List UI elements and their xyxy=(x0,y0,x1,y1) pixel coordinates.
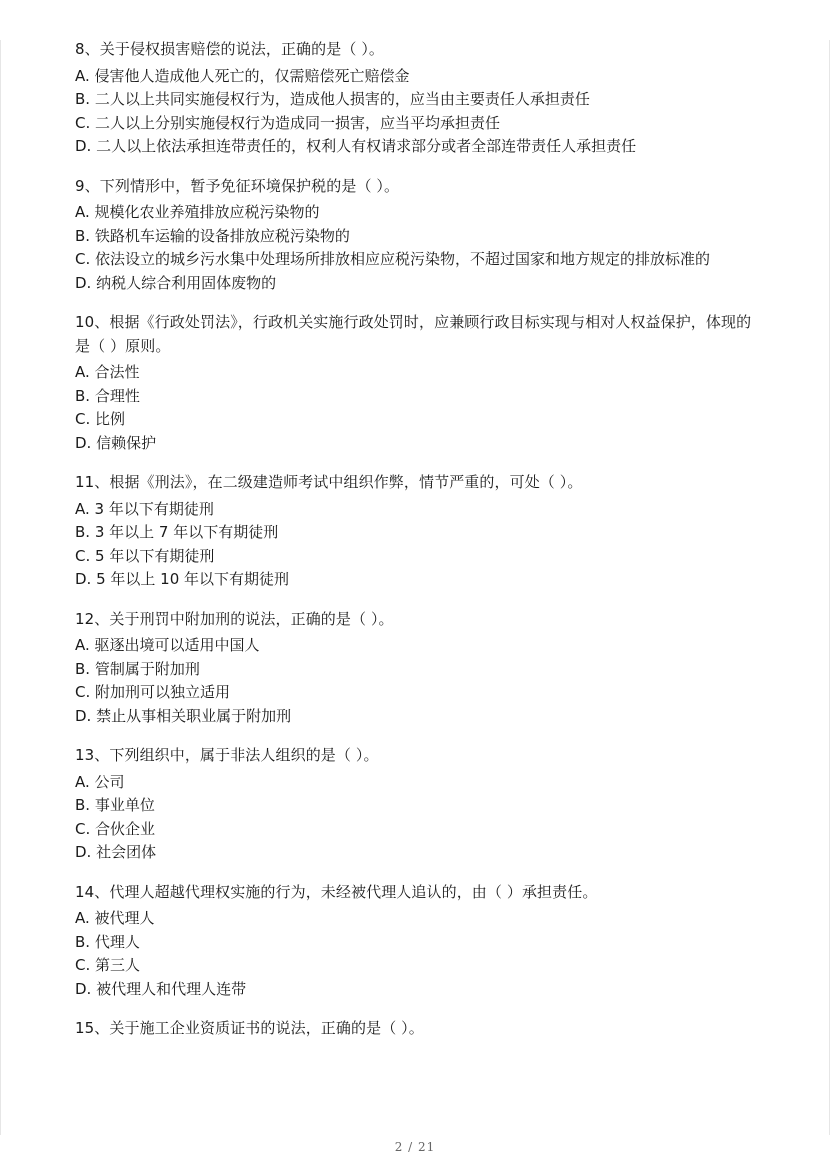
question-stem: 8、关于侵权损害赔偿的说法，正确的是（ ）。 xyxy=(75,40,385,58)
page-number: 2 / 21 xyxy=(394,1140,436,1154)
option-c: C. 5 年以下有期徒刑 xyxy=(75,546,215,565)
question-stem: 13、下列组织中，属于非法人组织的是（ ）。 xyxy=(75,746,379,764)
question-15 xyxy=(75,1017,760,1041)
question-9 xyxy=(75,175,760,296)
option-d: D. 被代理人和代理人连带 xyxy=(75,979,247,998)
option-b: B. 代理人 xyxy=(75,932,140,951)
question-10 xyxy=(75,311,760,455)
page-left-edge xyxy=(0,40,1,1135)
option-d: D. 禁止从事相关职业属于附加刑 xyxy=(75,706,292,725)
option-c: C. 附加刑可以独立适用 xyxy=(75,683,231,701)
option-b: B. 管制属于附加刑 xyxy=(75,659,200,678)
option-c: C. 第三人 xyxy=(75,956,141,974)
option-a: A. 被代理人 xyxy=(75,909,155,927)
option-a: A. 公司 xyxy=(75,772,125,791)
option-b: B. 二人以上共同实施侵权行为，造成他人损害的，应当由主要责任人承担责任 xyxy=(75,90,590,108)
option-a: A. 合法性 xyxy=(75,363,140,381)
option-d: D. 二人以上依法承担连带责任的，权利人有权请求部分或者全部连带责任人承担责任 xyxy=(75,137,637,155)
question-stem: 9、下列情形中，暂予免征环境保护税的是（ ）。 xyxy=(75,176,400,195)
question-stem: 14、代理人超越代理权实施的行为，未经被代理人追认的，由（ ）承担责任。 xyxy=(75,882,598,901)
question-stem: 10、根据《行政处罚法》，行政机关实施行政处罚时，应兼顾行政目标实现与相对人权益保护，体现的是（ ）原则。 xyxy=(75,313,752,355)
option-c: C. 依法设立的城乡污水集中处理场所排放相应应税污染物，不超过国家和地方规定的排放标准的 xyxy=(75,250,711,268)
question-11 xyxy=(75,471,760,592)
option-d: D. 信赖保护 xyxy=(75,433,157,452)
question-13 xyxy=(75,744,760,865)
option-b: B. 合理性 xyxy=(75,386,140,405)
option-a: A. 驱逐出境可以适用中国人 xyxy=(75,636,260,654)
question-14 xyxy=(75,881,760,1002)
option-b: B. 事业单位 xyxy=(75,796,155,814)
question-stem: 15、关于施工企业资质证书的说法，正确的是（ ）。 xyxy=(75,1019,424,1037)
document-body xyxy=(75,38,760,1057)
question-stem: 12、关于刑罚中附加刑的说法，正确的是（ ）。 xyxy=(75,609,394,628)
option-c: C. 二人以上分别实施侵权行为造成同一损害，应当平均承担责任 xyxy=(75,113,501,132)
option-d: D. 5 年以上 10 年以下有期徒刑 xyxy=(75,570,290,588)
question-12 xyxy=(75,608,760,729)
option-d: D. 纳税人综合利用固体废物的 xyxy=(75,273,277,292)
option-c: C. 合伙企业 xyxy=(75,819,156,838)
question-stem: 11、根据《刑法》，在二级建造师考试中组织作弊，情节严重的，可处（ ）。 xyxy=(75,473,583,491)
question-8 xyxy=(75,38,760,159)
option-b: B. 3 年以上 7 年以下有期徒刑 xyxy=(75,523,279,541)
option-a: A. 规模化农业养殖排放应税污染物的 xyxy=(75,203,320,221)
option-a: A. 3 年以下有期徒刑 xyxy=(75,499,214,518)
option-d: D. 社会团体 xyxy=(75,843,157,861)
option-b: B. 铁路机车运输的设备排放应税污染物的 xyxy=(75,226,350,245)
option-a: A. 侵害他人造成他人死亡的，仅需赔偿死亡赔偿金 xyxy=(75,66,410,85)
option-c: C. 比例 xyxy=(75,410,126,428)
